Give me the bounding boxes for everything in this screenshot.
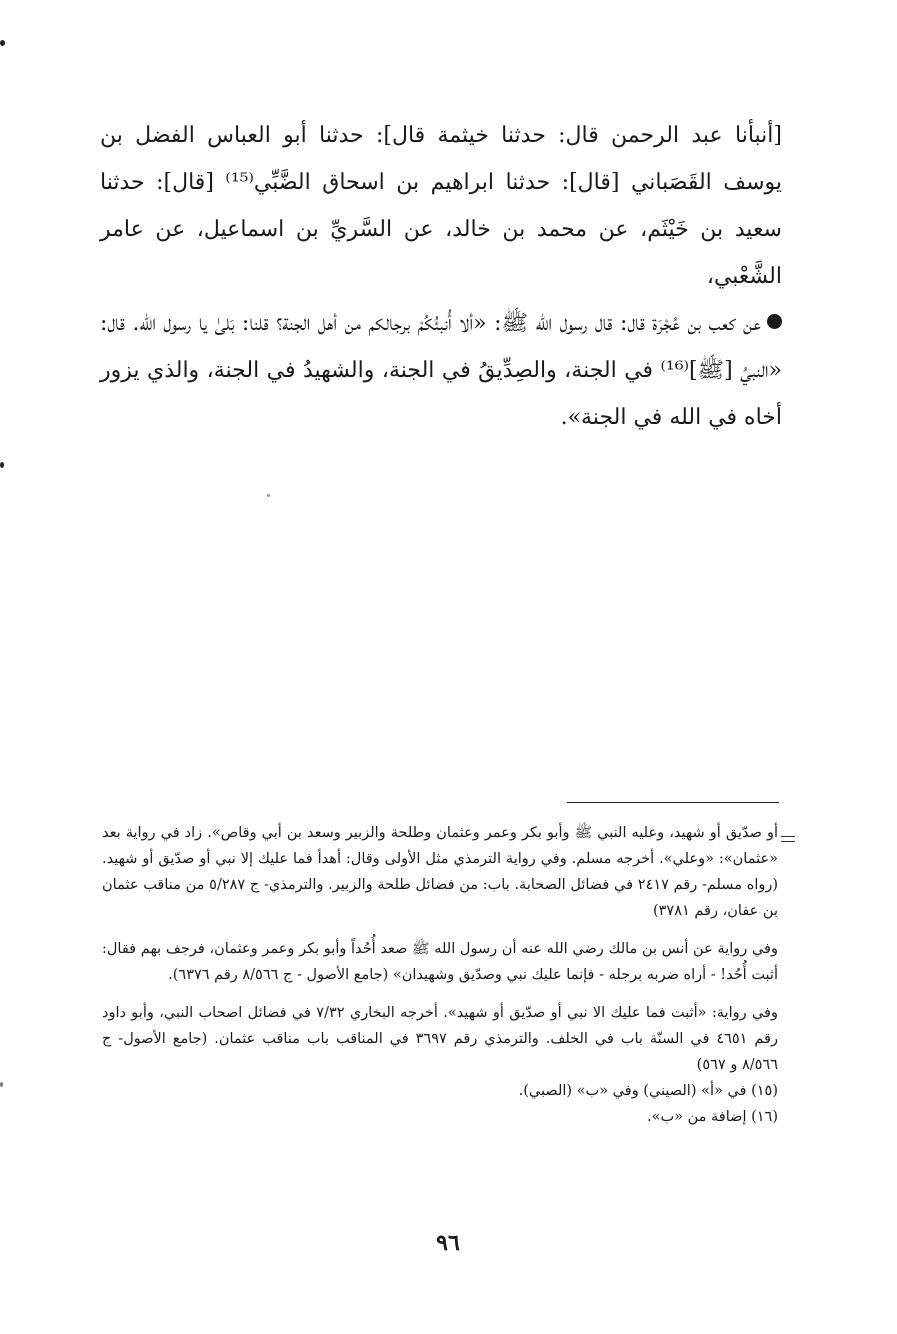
footnote-anas-narration: وفي رواية عن أنس بن مالك رضي الله عنه أن رسول الله ﷺ صعد أُحُداً وأبو بكر وعمر وعثمان، فرجف بهم فقال: أثبت أُحُد! - أراه ضربه برجله - فإنما عليك نبي وصدّيق وشهيدان» (جامع الأصول - ج ٨/٥٦٦ رقم ٦٣٧٦). (102, 941, 778, 983)
scan-speck-bottom (0, 1082, 3, 1087)
scan-speck-middle (0, 462, 4, 468)
footnote-15: (١٥) في «أ» (الصيني) وفي «ب» (الصبي). (518, 1083, 778, 1099)
page-number: ٩٦ (436, 1230, 460, 1256)
footnote-bukhari-narration: وفي رواية: «أثبت فما عليك الا نبي أو صدّيق أو شهيد». أخرجه البخاري ٧/٣٢ في فضائل اصحاب النبي، وأبو داود رقم ٤٦٥١ في السنّة باب في الخلف. والترمذي رقم ٣٦٩٧ في المناقب باب مناقب عثمان. (جامع الأصول- ج ٨/٥٦٦ و ٥٦٧) (102, 1005, 778, 1073)
footnote-continuation: أو صدّيق أو شهيد، وعليه النبي ﷺ وأبو بكر وعمر وعثمان وطلحة والزبير وسعد بن أبي وقاص». زاد في رواية بعد «عثمان»: «وعلي». أخرجه مسلم. وفي رواية الترمذي مثل الأولى وقال: أهدأ فما عليك إلا نبي أو صدّيق أو شهيد. (رواه مسلم- رقم ٢٤١٧ في فضائل الصحابة. باب: من فضائل طلحة والزبير. والترمذي- ج ٥/٢٨٧ من مناقب عثمان بن عفان، رقم ٣٧٨١) (102, 825, 779, 919)
isnad-text: [أنبأنا عبد الرحمن قال: حدثنا خيثمة قال]: حدثنا أبو العباس الفضل بن يوسف القَصَباني [قال]: حدثنا ابراهيم بن اسحاق الضَّبِّي⁽¹⁵⁾ [قال]: حدثنا سعيد بن خَيْثَم، عن محمد بن خالد، عن السَّريِّ بن اسماعيل، عن عامر الشَّعْبي، (100, 123, 782, 289)
continuation-mark-icon (781, 836, 795, 845)
scan-speck-small (267, 494, 270, 497)
footnote-16: (١٦) إضافة من «ب». (646, 1109, 778, 1125)
footnotes-block (102, 820, 778, 1130)
hadith-text: عن كعب بن عُجْرَة قال: قال رسول الله ﷺ: «ألا أُنبئُكُمْ برجالكم من أهل الجنة؟ قلنا: بَلىٰ يا رسول الله. قال: «النبيُ [ﷺ]⁽¹⁶⁾ في الجنة، والصِدِّيقُ في الجنة، والشهيدُ في الجنة، والذي يزور أخاه في الله في الجنة». (100, 311, 782, 430)
scan-speck-top (0, 40, 5, 46)
hadith-paragraph (100, 300, 782, 441)
isnad-paragraph (100, 112, 782, 300)
main-text-block (100, 112, 782, 441)
footnote-separator (567, 802, 779, 803)
bullet-icon (767, 314, 782, 329)
